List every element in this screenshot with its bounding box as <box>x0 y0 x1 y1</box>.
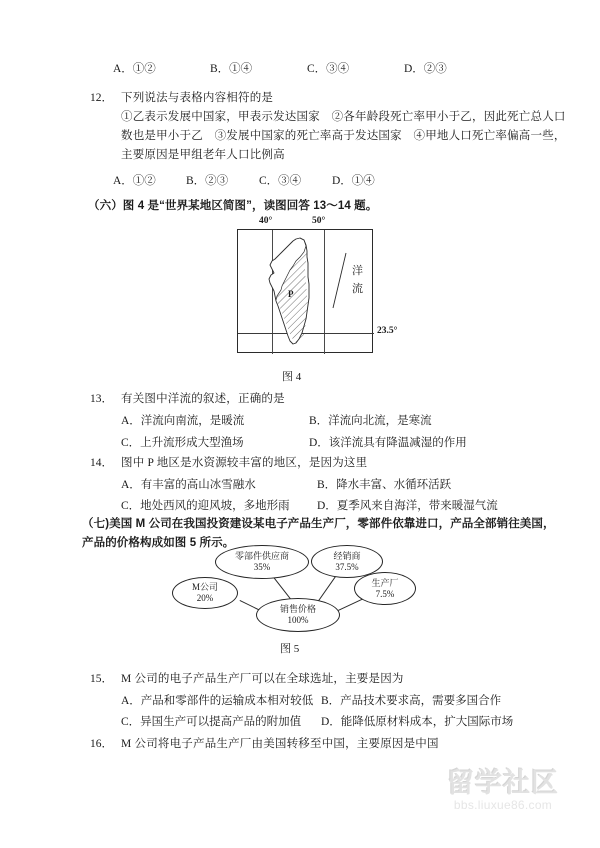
q13-option-a: A．洋流向南流，是暖流 <box>121 415 245 427</box>
ocean-current-char-1: 洋 <box>352 265 363 277</box>
q15-option-a: A．产品和零部件的运输成本相对较低 <box>121 695 314 707</box>
watermark-brand: 留学社区 <box>447 768 559 798</box>
figure-5-price-structure <box>170 545 420 655</box>
node-factory-value: 7.5% <box>375 588 395 599</box>
q13-option-d: D．该洋流具有降温减湿的作用 <box>309 437 467 449</box>
ocean-current-char-2: 流 <box>352 283 363 295</box>
section-6-heading: （六）图 4 是“世界某地区简图”，读图回答 13～14 题。 <box>88 200 378 212</box>
q15-stem: M 公司的电子产品生产厂可以在全球选址，主要是因为 <box>121 673 404 685</box>
q14-option-b: B．降水丰富、水循环活跃 <box>317 479 452 491</box>
q14-option-c: C．地处西风的迎风坡，多地形雨 <box>121 500 290 512</box>
q13-option-b: B．洋流向北流，是寒流 <box>309 415 432 427</box>
q12-option-a: A．①② <box>113 175 156 187</box>
node-distributor-value: 37.5% <box>335 561 359 572</box>
q12-body-line-3: 主要原因是甲组老年人口比例高 <box>121 149 285 161</box>
q13-number: 13． <box>90 393 113 405</box>
q12-body-line-1: ①乙表示发展中国家，甲表示发达国家 ②各年龄段死亡率甲小于乙，因此死亡总人口 <box>121 111 566 123</box>
section-7-heading-line-2: 产品的价格构成如图 5 所示。 <box>82 537 235 549</box>
watermark-url: bbs.liuxue86.com <box>453 798 553 812</box>
node-m-company-value: 20% <box>196 593 214 603</box>
node-factory <box>354 572 416 605</box>
figure-4-caption: 图 4 <box>282 371 302 383</box>
q12-number: 12． <box>90 92 113 104</box>
site-watermark <box>418 768 588 812</box>
q14-stem: 图中 P 地区是水资源较丰富的地区，是因为这里 <box>121 457 368 469</box>
longitude-label-50: 50° <box>312 216 326 226</box>
region-label-p: P <box>288 289 294 299</box>
figure-4-map <box>232 216 398 383</box>
node-parts-supplier-value: 35% <box>253 562 271 572</box>
ocean-current-label <box>351 262 364 298</box>
q12-body-line-2: 数也是甲小于乙 ③发展中国家的死亡率高于发达国家 ④甲地人口死亡率偏高一些， <box>121 130 566 142</box>
section-7-heading-line-1: （七)美国 M 公司在我国投资建设某电子产品生产厂，零部件依靠进口，产品全部销往美国， <box>82 518 555 530</box>
q12-option-c: C．③④ <box>259 175 302 187</box>
node-parts-supplier-label: 零部件供应商 <box>234 551 289 561</box>
longitude-label-40: 40° <box>259 216 273 226</box>
node-distributor-label: 经销商 <box>333 550 361 561</box>
q15-option-d: D．能降低原材料成本，扩大国际市场 <box>321 716 514 728</box>
node-selling-price-label: 销售价格 <box>279 604 316 614</box>
node-m-company <box>172 577 238 609</box>
latitude-label-23-5: 23.5° <box>377 326 398 336</box>
q11-option-b: B．①④ <box>210 63 253 75</box>
q15-option-c: C．异国生产可以提高产品的附加值 <box>121 716 302 728</box>
map-frame <box>237 229 373 353</box>
node-selling-price-value: 100% <box>287 615 309 625</box>
q14-number: 14． <box>90 457 113 469</box>
q11-option-d: D．②③ <box>404 63 447 75</box>
q16-stem: M 公司将电子产品生产厂由美国转移至中国，主要原因是中国 <box>121 738 439 750</box>
q12-option-d: D．①④ <box>332 175 375 187</box>
q11-option-a: A．①② <box>113 63 156 75</box>
node-parts-supplier <box>215 545 309 579</box>
q14-option-d: D．夏季风来自海洋，带来暖湿气流 <box>317 500 498 512</box>
q11-option-c: C．③④ <box>307 63 350 75</box>
q14-option-a: A．有丰富的高山冰雪融水 <box>121 479 256 491</box>
q16-number: 16． <box>90 738 113 750</box>
q15-option-b: B．产品技术要求高，需要多国合作 <box>321 695 502 707</box>
q13-option-c: C．上升流形成大型渔场 <box>121 437 244 449</box>
figure-5-caption: 图 5 <box>280 643 300 655</box>
q12-stem: 下列说法与表格内容相符的是 <box>121 92 274 104</box>
node-factory-label: 生产厂 <box>371 577 399 588</box>
ocean-current-line <box>333 253 346 308</box>
node-m-company-label: M公司 <box>191 582 218 592</box>
node-selling-price <box>256 598 340 632</box>
q12-option-b: B．②③ <box>186 175 229 187</box>
q15-number: 15． <box>90 673 113 685</box>
q13-stem: 有关图中洋流的叙述，正确的是 <box>121 393 285 405</box>
